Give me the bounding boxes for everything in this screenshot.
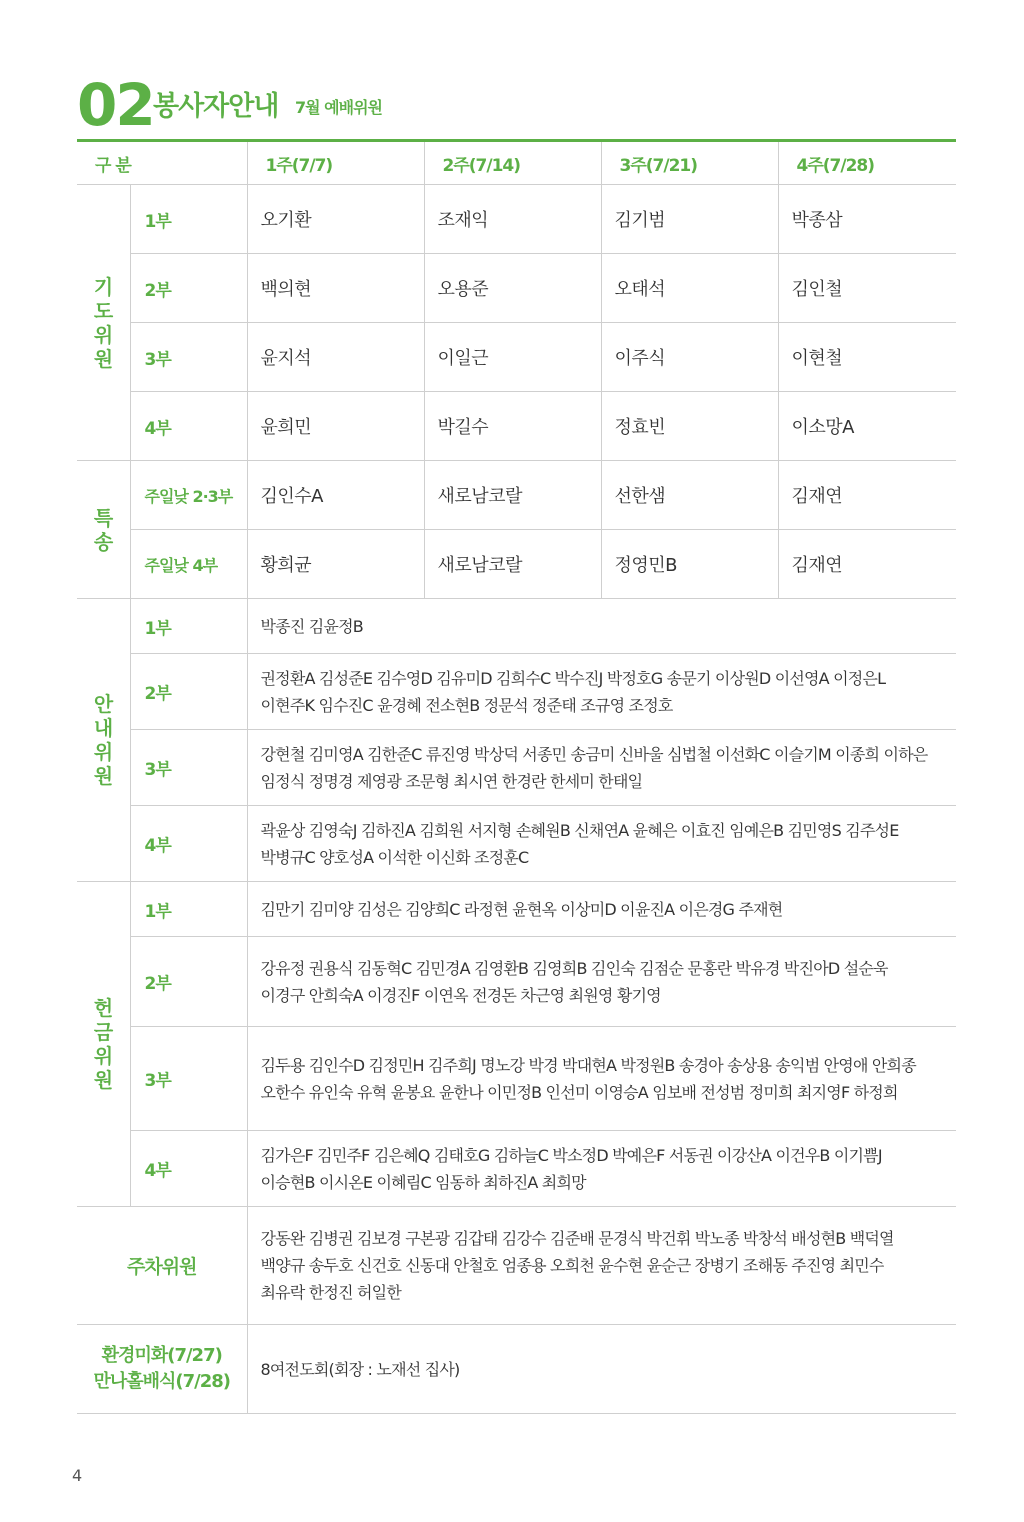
- names-cell: 박종진 김윤정B: [247, 599, 956, 654]
- table-row: [77, 937, 956, 1027]
- col-header-week2: 2주(7/14): [424, 142, 601, 185]
- name-cell: 조재익: [424, 185, 601, 254]
- name-cell: 황희균: [247, 530, 424, 599]
- names-cell: 권정환A 김성준E 김수영D 김유미D 김희수C 박수진J 박정호G 송문기 이상원D 이선영A 이정은L 이현주K 임수진C 윤경혜 전소현B 정문석 정준태 조규영 조정호: [247, 654, 956, 730]
- table-row: [77, 254, 956, 323]
- section-title: 봉사자안내: [153, 91, 279, 122]
- section-header: [77, 70, 957, 140]
- name-cell: 김인철: [778, 254, 956, 323]
- section-subtitle: 7월 예배위원: [295, 98, 382, 117]
- category-special: 특송: [77, 461, 130, 599]
- name-cell: 박길수: [424, 392, 601, 461]
- section-number: 02: [77, 71, 154, 139]
- name-cell: 정효빈: [601, 392, 778, 461]
- names-cell: 김만기 김미양 김성은 김양희C 라정현 윤현옥 이상미D 이윤진A 이은경G 주재현: [247, 882, 956, 937]
- category-offering: 헌금위원: [77, 882, 130, 1207]
- name-cell: 김재연: [778, 461, 956, 530]
- names-cell: 8여전도회(회장 : 노재선 집사): [247, 1325, 956, 1414]
- table-row: [77, 654, 956, 730]
- col-header-week1: 1주(7/7): [247, 142, 424, 185]
- names-cell: 김가은F 김민주F 김은혜Q 김태호G 김하늘C 박소정D 박예은F 서동권 이강산A 이건우B 이기쁨J 이승현B 이시온E 이혜림C 임동하 최하진A 최희망: [247, 1131, 956, 1207]
- row-label: 2부: [130, 937, 247, 1027]
- name-cell: 이일근: [424, 323, 601, 392]
- volunteer-table: [77, 142, 956, 1414]
- row-label: 2부: [130, 654, 247, 730]
- name-cell: 김기범: [601, 185, 778, 254]
- names-cell: 곽윤상 김영숙J 김하진A 김희원 서지형 손혜원B 신채연A 윤혜은 이효진 임예은B 김민영S 김주성E 박병규C 양호성A 이석한 이신화 조정훈C: [247, 806, 956, 882]
- row-label: 4부: [130, 806, 247, 882]
- row-label: 2부: [130, 254, 247, 323]
- name-cell: 김재연: [778, 530, 956, 599]
- name-cell: 오용준: [424, 254, 601, 323]
- name-cell: 이소망A: [778, 392, 956, 461]
- row-label: 3부: [130, 323, 247, 392]
- name-cell: 정영민B: [601, 530, 778, 599]
- names-cell: 강유정 권용식 김동혁C 김민경A 김영환B 김영희B 김인숙 김점순 문홍란 박유경 박진아D 설순욱 이경구 안희숙A 이경진F 이연옥 전경돈 차근영 최원영 황기영: [247, 937, 956, 1027]
- table-row: [77, 461, 956, 530]
- table-row: [77, 1131, 956, 1207]
- table-row: [77, 1207, 956, 1325]
- name-cell: 윤지석: [247, 323, 424, 392]
- row-label: 3부: [130, 1027, 247, 1131]
- table-row: [77, 1027, 956, 1131]
- name-cell: 새로남코랄: [424, 530, 601, 599]
- row-label: 1부: [130, 882, 247, 937]
- header-row: [77, 142, 956, 185]
- table-row: [77, 392, 956, 461]
- row-label: 주일낮 2·3부: [130, 461, 247, 530]
- row-label: 3부: [130, 730, 247, 806]
- table-row: [77, 185, 956, 254]
- col-header-week4: 4주(7/28): [778, 142, 956, 185]
- names-cell: 강동완 김병권 김보경 구본광 김갑태 김강수 김준배 문경식 박건휘 박노종 박창석 배성현B 백덕열 백양규 송두호 신건호 신동대 안철호 엄종용 오희천 윤수현 윤순근 장병기 조해동 주진영 최민수 최유락 한정진 허일한: [247, 1207, 956, 1325]
- category-environment: 환경미화(7/27) 만나홀배식(7/28): [77, 1325, 247, 1414]
- table-row: [77, 530, 956, 599]
- table-row: [77, 730, 956, 806]
- name-cell: 김인수A: [247, 461, 424, 530]
- table-row: [77, 806, 956, 882]
- category-guide: 안내위원: [77, 599, 130, 882]
- row-label: 주일낮 4부: [130, 530, 247, 599]
- name-cell: 오태석: [601, 254, 778, 323]
- col-header-week3: 3주(7/21): [601, 142, 778, 185]
- row-label: 1부: [130, 185, 247, 254]
- table-row: [77, 1325, 956, 1414]
- name-cell: 박종삼: [778, 185, 956, 254]
- row-label: 1부: [130, 599, 247, 654]
- name-cell: 이현철: [778, 323, 956, 392]
- name-cell: 이주식: [601, 323, 778, 392]
- name-cell: 선한샘: [601, 461, 778, 530]
- name-cell: 백의현: [247, 254, 424, 323]
- table-row: [77, 323, 956, 392]
- name-cell: 오기환: [247, 185, 424, 254]
- name-cell: 윤희민: [247, 392, 424, 461]
- table-row: [77, 882, 956, 937]
- category-prayer: 기도위원: [77, 185, 130, 461]
- names-cell: 강현철 김미영A 김한준C 류진영 박상덕 서종민 송금미 신바울 심법철 이선화C 이슬기M 이종희 이하은 임정식 정명경 제영광 조문형 최시연 한경란 한세미 한태일: [247, 730, 956, 806]
- row-label: 4부: [130, 1131, 247, 1207]
- col-header-category: 구 분: [95, 155, 131, 176]
- row-label: 4부: [130, 392, 247, 461]
- page-number: 4: [72, 1466, 83, 1485]
- name-cell: 새로남코랄: [424, 461, 601, 530]
- category-parking: 주차위원: [77, 1207, 247, 1325]
- names-cell: 김두용 김인수D 김정민H 김주희J 명노강 박경 박대현A 박정원B 송경아 송상용 송익범 안영애 안희종 오한수 유인숙 유혁 윤봉요 윤한나 이민정B 인선미 이영승A 임보배 전성범 정미희 최지영F 하정희: [247, 1027, 956, 1131]
- table-row: [77, 599, 956, 654]
